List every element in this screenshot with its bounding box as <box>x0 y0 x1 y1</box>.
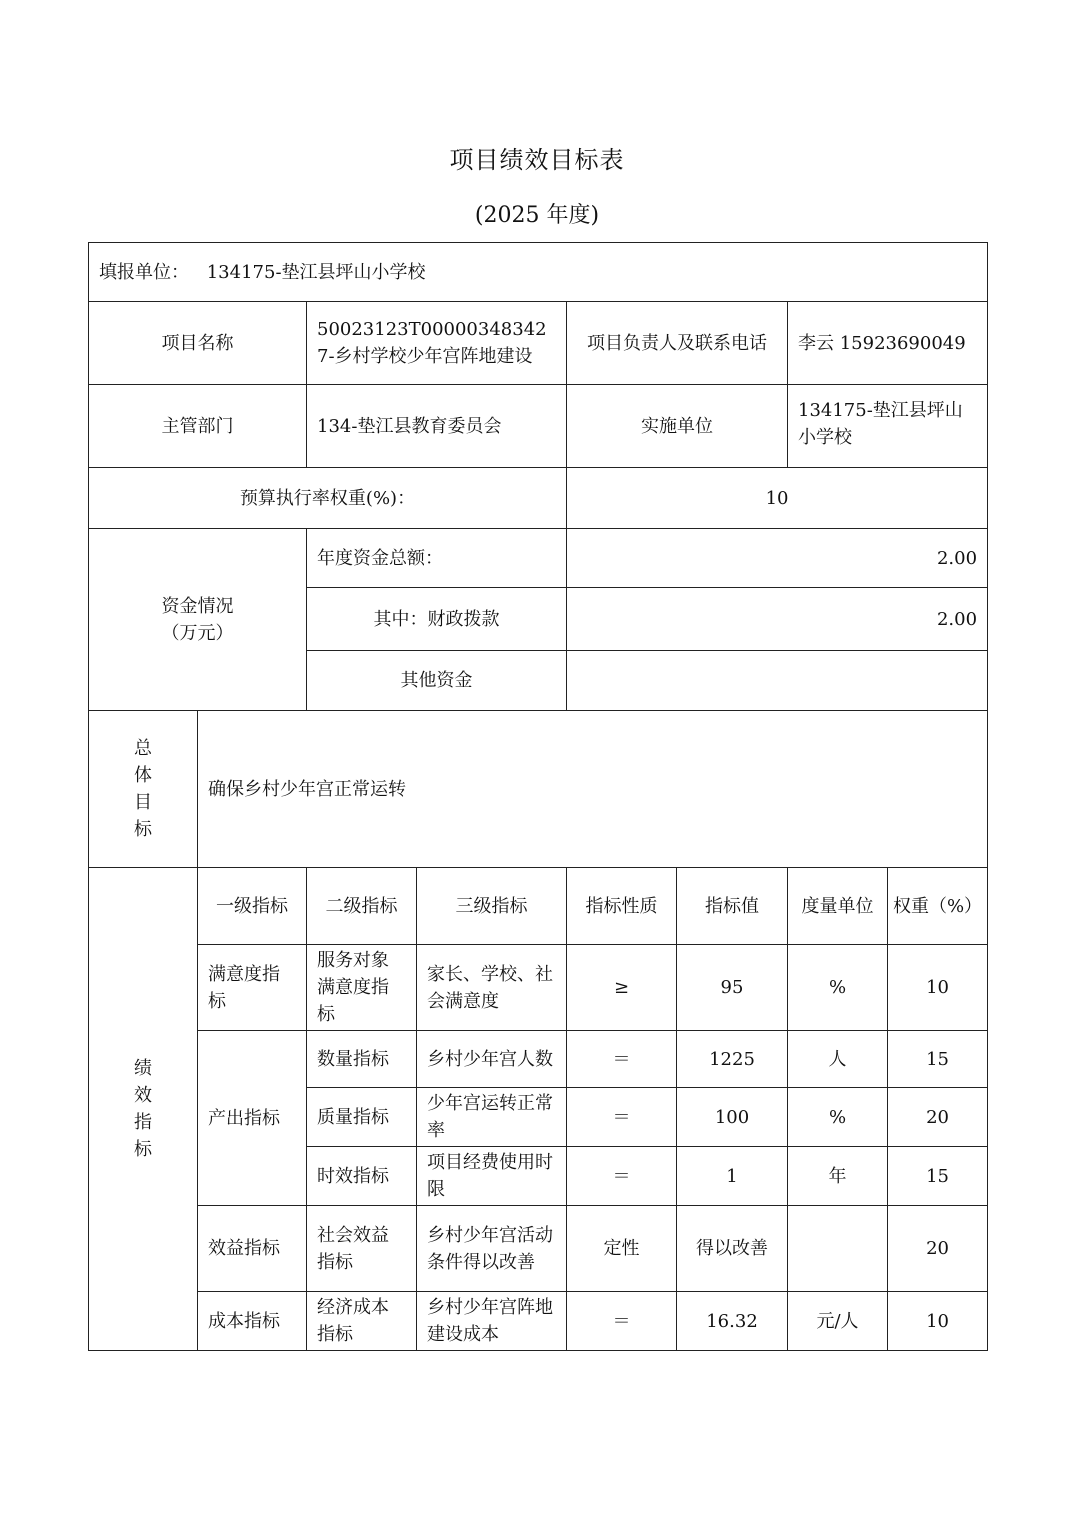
page-subtitle: (2025 年度) <box>474 203 600 228</box>
row-level2: 服务对象满意度指标 <box>307 945 417 1031</box>
row-weight: 20 <box>888 1088 988 1147</box>
row-weight: 15 <box>888 1147 988 1206</box>
supervising-dept-value: 134-垫江县教育委员会 <box>307 385 567 468</box>
budget-rate-value: 10 <box>567 468 988 529</box>
row-level3: 乡村少年宫阵地建设成本 <box>417 1292 567 1351</box>
row-nature: ＝ <box>567 1292 677 1351</box>
reporting-unit-value: 134175-垫江县坪山小学校 <box>206 261 426 283</box>
funds-fiscal-value: 2.00 <box>567 588 988 651</box>
project-name-label: 项目名称 <box>89 302 307 385</box>
row-unit: 年 <box>788 1147 888 1206</box>
row-unit <box>788 1206 888 1292</box>
row-level1: 效益指标 <box>198 1206 307 1292</box>
row-value: 100 <box>677 1088 788 1147</box>
row-unit: % <box>788 945 888 1031</box>
header-level2: 二级指标 <box>307 868 417 945</box>
row-nature: ＝ <box>567 1088 677 1147</box>
funds-fiscal-label: 其中：财政拨款 <box>307 588 567 651</box>
table-row <box>89 1206 988 1292</box>
funds-total-value: 2.00 <box>567 529 988 588</box>
row-nature: ＝ <box>567 1031 677 1088</box>
performance-target-table <box>88 242 988 1351</box>
row-level3: 乡村少年宫人数 <box>417 1031 567 1088</box>
header-level3: 三级指标 <box>417 868 567 945</box>
project-contact-label: 项目负责人及联系电话 <box>567 302 788 385</box>
row-value: 16.32 <box>677 1292 788 1351</box>
row-weight: 10 <box>888 945 988 1031</box>
reporting-unit-cell <box>89 243 988 302</box>
funds-other-value <box>567 651 988 711</box>
supervising-dept-label: 主管部门 <box>89 385 307 468</box>
overall-goal-label: 总 体 目 标 <box>89 711 198 868</box>
row-level3: 少年宫运转正常率 <box>417 1088 567 1147</box>
row-level2: 数量指标 <box>307 1031 417 1088</box>
row-level3: 乡村少年宫活动条件得以改善 <box>417 1206 567 1292</box>
row-nature: ≥ <box>567 945 677 1031</box>
row-level3: 项目经费使用时限 <box>417 1147 567 1206</box>
header-weight: 权重（%） <box>888 868 988 945</box>
funds-other-label: 其他资金 <box>307 651 567 711</box>
row-level2: 时效指标 <box>307 1147 417 1206</box>
table-row <box>89 945 988 1031</box>
implementing-unit-label: 实施单位 <box>567 385 788 468</box>
page-title: 项目绩效目标表 <box>449 146 625 174</box>
row-level1: 满意度指标 <box>198 945 307 1031</box>
row-unit: % <box>788 1088 888 1147</box>
row-nature: ＝ <box>567 1147 677 1206</box>
row-level3: 家长、学校、社会满意度 <box>417 945 567 1031</box>
row-nature: 定性 <box>567 1206 677 1292</box>
indicators-section-label: 绩 效 指 标 <box>89 868 198 1351</box>
funds-label: 资金情况 （万元） <box>89 529 307 711</box>
row-unit: 元/人 <box>788 1292 888 1351</box>
row-level1: 成本指标 <box>198 1292 307 1351</box>
table-row <box>89 1031 988 1088</box>
row-value: 1225 <box>677 1031 788 1088</box>
project-contact-value: 李云 15923690049 <box>788 302 988 385</box>
row-weight: 10 <box>888 1292 988 1351</box>
row-value: 95 <box>677 945 788 1031</box>
implementing-unit-value: 134175-垫江县坪山小学校 <box>788 385 988 468</box>
row-level1: 产出指标 <box>198 1031 307 1206</box>
row-unit: 人 <box>788 1031 888 1088</box>
header-unit: 度量单位 <box>788 868 888 945</box>
row-level2: 社会效益指标 <box>307 1206 417 1292</box>
row-weight: 20 <box>888 1206 988 1292</box>
header-value: 指标值 <box>677 868 788 945</box>
project-name-value: 50023123T000003483427-乡村学校少年宫阵地建设 <box>307 302 567 385</box>
header-level1: 一级指标 <box>198 868 307 945</box>
table-row <box>89 1292 988 1351</box>
budget-rate-label: 预算执行率权重(%)： <box>89 468 567 529</box>
row-weight: 15 <box>888 1031 988 1088</box>
row-level2: 经济成本指标 <box>307 1292 417 1351</box>
funds-total-label: 年度资金总额： <box>307 529 567 588</box>
row-level2: 质量指标 <box>307 1088 417 1147</box>
reporting-unit-label: 填报单位： <box>99 261 189 283</box>
row-value: 得以改善 <box>677 1206 788 1292</box>
overall-goal-value: 确保乡村少年宫正常运转 <box>198 711 988 868</box>
row-value: 1 <box>677 1147 788 1206</box>
header-nature: 指标性质 <box>567 868 677 945</box>
